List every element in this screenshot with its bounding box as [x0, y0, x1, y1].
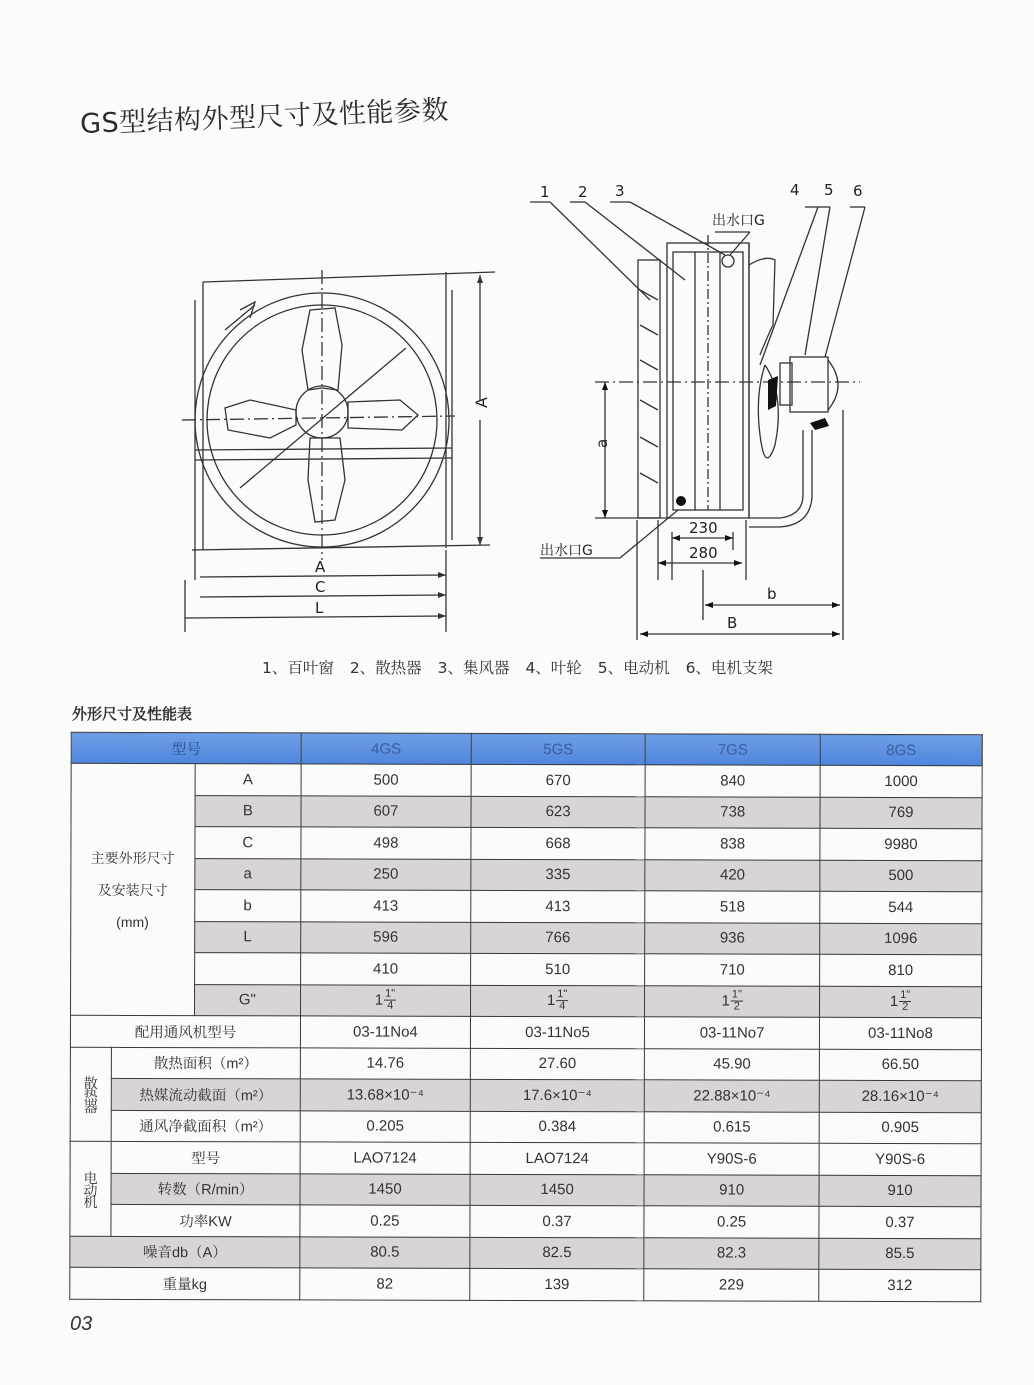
dim-label-A: A	[315, 558, 326, 576]
legend-item: 5、电动机	[597, 659, 670, 677]
row-label: 热媒流动截面（m²）	[111, 1078, 300, 1110]
cell-value: 82	[300, 1268, 470, 1300]
cell-value: LAO7124	[470, 1142, 645, 1174]
group-label-line: (mm)	[116, 913, 149, 930]
row-label-noise: 噪音db（A）	[70, 1236, 300, 1268]
frac-num: 1"	[900, 989, 911, 1002]
legend-item: 6、电机支架	[685, 659, 773, 677]
table-row	[71, 795, 982, 829]
table-row	[70, 1110, 981, 1144]
cell-value: 413	[301, 890, 471, 922]
cell-value: 810	[820, 954, 982, 986]
cell-value: 85.5	[819, 1238, 981, 1270]
cell-value: 14.76	[300, 1047, 470, 1079]
table-row	[71, 763, 982, 797]
cell-value: 670	[471, 764, 646, 796]
callout-6: 6	[853, 182, 863, 200]
cell-value: 03-11No4	[300, 1016, 470, 1048]
cell-value: 500	[301, 764, 471, 796]
table-row	[70, 1204, 981, 1238]
cell-value: LAO7124	[300, 1142, 470, 1174]
cell-value: 1450	[470, 1174, 645, 1206]
cell-value: Y90S-6	[644, 1143, 819, 1175]
cell-value: 607	[301, 795, 471, 827]
header-model-label: 型号	[71, 732, 301, 764]
table-row	[70, 1267, 981, 1301]
outlet-bottom-label: 出水口G	[540, 543, 593, 559]
dim-label-230: 230	[689, 519, 718, 537]
row-key: L	[194, 921, 301, 953]
cell-value: 03-11No5	[470, 1016, 645, 1048]
dim-label-A-vertical: A	[472, 397, 491, 408]
cell-value: 139	[470, 1268, 645, 1300]
cell-value: 17.6×10⁻⁴	[470, 1079, 645, 1111]
cell-value: 82.3	[644, 1237, 819, 1269]
page-title: GS型结构外型尺寸及性能参数	[79, 94, 450, 140]
frac-num: 1"	[557, 988, 568, 1001]
row-key: B	[195, 795, 302, 827]
frac-num: 1"	[385, 987, 396, 1000]
header-model-4gs: 4GS	[301, 733, 471, 764]
dim-label-L: L	[315, 599, 324, 617]
cell-value: 840	[645, 765, 820, 797]
cell-value: 250	[301, 858, 471, 890]
cell-value: 596	[301, 921, 471, 953]
table-row	[70, 1236, 981, 1270]
cell-value: 910	[644, 1174, 819, 1206]
table-row	[71, 889, 982, 923]
cell-value: 03-11No8	[819, 1017, 981, 1049]
cell-value: 420	[645, 859, 820, 891]
table-row	[70, 1047, 981, 1081]
cell-value: 668	[471, 827, 646, 859]
cell-value: 312	[819, 1269, 981, 1301]
table-row	[70, 1015, 981, 1049]
cell-value: 0.384	[470, 1111, 645, 1143]
cell-value: 03-11No7	[645, 1017, 820, 1049]
dim-label-280: 280	[689, 544, 718, 562]
cell-value: 80.5	[300, 1236, 470, 1268]
legend-item: 1、百叶窗	[262, 659, 334, 677]
frac-den: 2	[902, 1001, 909, 1014]
dim-label-B: B	[727, 614, 738, 632]
dim-label-a: a	[593, 438, 611, 448]
callout-1: 1	[540, 183, 550, 201]
row-key: A	[195, 764, 302, 796]
table-row	[71, 826, 982, 860]
side-view-drawing	[520, 175, 880, 645]
frac-den: 4	[559, 1000, 566, 1013]
cell-value: 623	[471, 796, 646, 828]
table-header-row	[71, 732, 982, 765]
cell-value: 518	[645, 891, 820, 923]
legend-item: 4、叶轮	[525, 659, 582, 677]
callout-4: 4	[790, 181, 800, 199]
cell-value: 13.68×10⁻⁴	[300, 1079, 470, 1111]
cell-value: 229	[644, 1269, 819, 1301]
cell-fraction	[470, 985, 645, 1017]
cell-value: 66.50	[819, 1049, 981, 1081]
cell-value: 498	[301, 827, 471, 859]
cell-value: Y90S-6	[819, 1143, 981, 1175]
row-label: 型号	[111, 1141, 300, 1173]
header-model-5gs: 5GS	[471, 733, 646, 764]
cell-value: 0.37	[819, 1206, 981, 1238]
row-label: 通风净截面积（m²）	[111, 1110, 300, 1142]
table-title: 外形尺寸及性能表	[72, 705, 193, 723]
cell-value: 22.88×10⁻⁴	[645, 1080, 820, 1112]
cell-value: 27.60	[470, 1048, 645, 1080]
cell-value: 1450	[300, 1173, 470, 1205]
cell-value: 769	[820, 797, 982, 829]
cell-value: 544	[820, 891, 982, 923]
cell-value: 413	[471, 890, 646, 922]
row-label: 散热面积（m²）	[111, 1047, 300, 1079]
cell-value: 45.90	[645, 1048, 820, 1080]
frac-whole: 1	[374, 991, 384, 1009]
cell-value: 0.37	[470, 1205, 645, 1237]
cell-value: 0.25	[300, 1205, 470, 1237]
parts-legend	[262, 656, 784, 678]
table-row	[71, 858, 982, 892]
cell-fraction	[819, 986, 981, 1018]
page-number: 03	[70, 1313, 93, 1335]
cell-value: 0.205	[300, 1110, 470, 1142]
cell-value: 510	[470, 953, 645, 985]
cell-value: 910	[819, 1175, 981, 1207]
legend-item: 3、集风器	[437, 659, 510, 677]
outlet-top-label: 出水口G	[712, 213, 765, 229]
table-row	[70, 1173, 981, 1207]
callout-3: 3	[615, 182, 625, 200]
motor-group-label: 电动机	[70, 1141, 111, 1236]
cell-value: 838	[645, 828, 820, 860]
dimension-group-label	[71, 763, 195, 1015]
row-label: 转数（R/min）	[111, 1173, 300, 1205]
row-key: a	[194, 858, 301, 890]
cell-value: 1096	[820, 923, 982, 955]
row-key: G"	[194, 984, 301, 1016]
frac-den: 4	[387, 999, 394, 1012]
cell-value: 28.16×10⁻⁴	[819, 1080, 981, 1112]
cell-value: 936	[645, 922, 820, 954]
frac-whole: 1	[889, 993, 899, 1011]
radiator-group-label: 散热器	[70, 1047, 111, 1142]
group-label-line: 及安装尺寸	[97, 881, 168, 898]
row-label-weight: 重量kg	[70, 1267, 300, 1299]
spec-table	[69, 732, 982, 1302]
table-row	[71, 984, 982, 1018]
dim-label-b: b	[767, 585, 777, 603]
cell-value: 500	[820, 860, 982, 892]
cell-value: 0.905	[819, 1112, 981, 1144]
cell-value: 410	[301, 953, 471, 985]
cell-value: 335	[471, 859, 646, 891]
cell-fraction	[645, 985, 820, 1017]
cell-value: 82.5	[470, 1237, 645, 1269]
frac-whole: 1	[546, 992, 556, 1010]
frac-whole: 1	[721, 992, 730, 1010]
row-key: C	[194, 827, 301, 859]
frac-num: 1"	[731, 988, 742, 1001]
front-view-drawing	[170, 250, 510, 640]
cell-value: 1000	[820, 765, 982, 797]
legend-item: 2、散热器	[349, 659, 422, 677]
row-key: b	[194, 890, 301, 922]
table-row	[70, 1078, 981, 1112]
cell-value: 0.25	[644, 1206, 819, 1238]
cell-value: 9980	[820, 828, 982, 860]
table-row	[70, 1141, 981, 1175]
cell-value: 0.615	[644, 1111, 819, 1143]
cell-value: 710	[645, 954, 820, 986]
cell-fraction	[301, 984, 471, 1016]
table-row	[71, 952, 982, 986]
header-model-8gs: 8GS	[820, 734, 982, 765]
header-model-7gs: 7GS	[645, 734, 820, 765]
group-label-line: 主要外形尺寸	[90, 849, 175, 866]
callout-5: 5	[824, 181, 834, 199]
table-row	[71, 921, 982, 955]
dim-label-C: C	[315, 578, 326, 596]
callout-2: 2	[578, 183, 588, 201]
row-key	[194, 953, 301, 985]
row-label: 功率KW	[111, 1204, 300, 1236]
frac-den: 2	[733, 1000, 740, 1013]
cell-value: 738	[645, 796, 820, 828]
row-label-fan-model: 配用通风机型号	[70, 1015, 300, 1047]
cell-value: 766	[471, 922, 646, 954]
